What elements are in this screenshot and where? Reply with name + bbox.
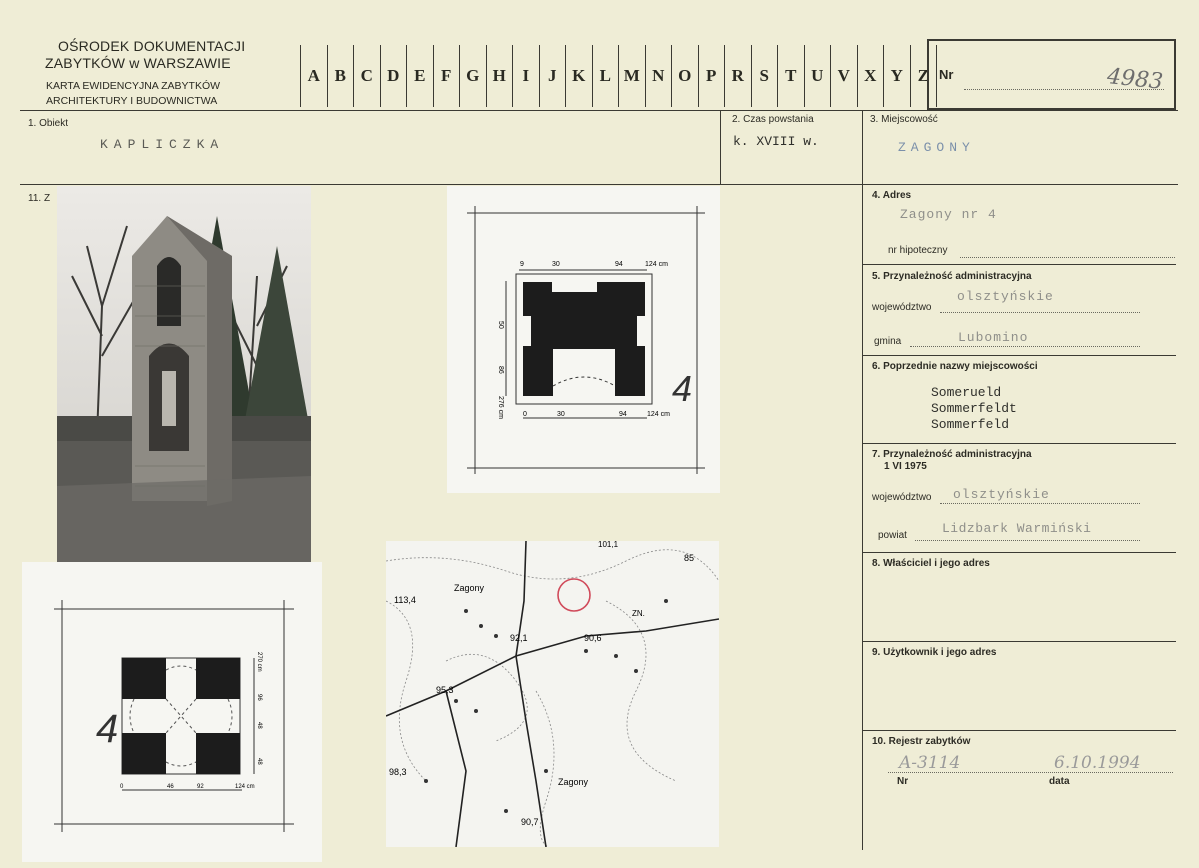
woj75-value: olsztyńskie (953, 487, 1050, 502)
plan2-tick: 124 cm (235, 784, 255, 790)
wlasciciel-label: 8. Właściciel i jego adres (872, 558, 990, 569)
gmina-value: Lubomino (958, 330, 1029, 345)
plan1-tick: 50 (497, 321, 504, 329)
przyn75-label-1: 7. Przynależność administracyjna (872, 449, 1032, 460)
map-svg (386, 541, 719, 847)
plan1-tick: 0 (523, 411, 527, 418)
woj-label: województwo (872, 302, 932, 313)
alphabet-letter: I (513, 45, 540, 107)
miejscowosc-value: ZAGONY (898, 140, 975, 155)
location-map (386, 541, 719, 847)
plan2-tick: 48 (256, 758, 262, 765)
powiat-line (915, 540, 1140, 541)
plan1-tick: 276 cm (497, 396, 504, 419)
nr-label: Nr (939, 67, 954, 82)
alphabet-letter: A (300, 45, 328, 107)
alphabet-letter: E (407, 45, 434, 107)
alphabet-letter: Z (911, 45, 938, 107)
obiekt-label: 1. Obiekt (28, 118, 69, 129)
chapel-shape (132, 216, 232, 506)
plan2-tick: 0 (120, 784, 124, 790)
nr-box (927, 39, 1176, 110)
plan1-tick: 30 (557, 411, 565, 418)
woj75-label: województwo (872, 492, 932, 503)
alphabet-letter: V (831, 45, 858, 107)
chapel-photo (57, 186, 311, 566)
alphabet-letter: R (725, 45, 752, 107)
powiat-value: Lidzbark Warmiński (942, 521, 1092, 536)
rule (862, 730, 1176, 731)
rejestr-nr-label: Nr (897, 776, 909, 787)
alphabet-letter: J (540, 45, 567, 107)
map-label: 90,7 (521, 817, 539, 827)
alphabet-letter: L (593, 45, 620, 107)
rejestr-nr-value: A-3114 (899, 753, 961, 773)
rule (20, 184, 1178, 185)
map-label: 95,3 (436, 685, 454, 695)
alphabet-letter: H (487, 45, 514, 107)
rule (862, 443, 1176, 444)
alphabet-letter: D (381, 45, 408, 107)
czas-label: 2. Czas powstania (732, 114, 814, 125)
powiat-label: powiat (878, 530, 907, 541)
plan2-tick: 48 (256, 722, 262, 729)
woj75-line (940, 503, 1140, 504)
alphabet-letter: F (434, 45, 461, 107)
adres-value: Zagony nr 4 (900, 207, 997, 222)
rule (720, 110, 721, 184)
plan2-tick: 46 (167, 784, 174, 790)
plan1-tick: 94 (615, 261, 623, 268)
card-type-line2: ARCHITEKTURY I BUDOWNICTWA (46, 95, 218, 107)
alphabet-letter: O (672, 45, 699, 107)
institution-line2: ZABYTKÓW w WARSZAWIE (45, 55, 231, 71)
plan-drawing-2 (22, 562, 322, 862)
section11-label: 11. Z (28, 193, 51, 204)
alphabet-letter: Y (884, 45, 911, 107)
alphabet-letter: U (805, 45, 832, 107)
adres-label: 4. Adres (872, 190, 912, 201)
woj-line (940, 312, 1140, 313)
institution-line1: OŚRODEK DOKUMENTACJI (58, 38, 246, 54)
plan-drawing-1 (447, 186, 720, 493)
hipoteczny-label: nr hipoteczny (888, 245, 948, 256)
rejestr-line (888, 772, 1173, 773)
alphabet-letter: M (619, 45, 646, 107)
plan-1-svg (447, 186, 720, 493)
plan2-tick: 270 cm (256, 652, 262, 672)
plan1-tick: 86 (497, 366, 504, 374)
plan2-digit: 4 (96, 707, 119, 751)
gmina-line (910, 346, 1140, 347)
card-type-line1: KARTA EWIDENCYJNA ZABYTKÓW (46, 80, 221, 92)
alphabet-letter: C (354, 45, 381, 107)
plan1-tick: 94 (619, 411, 627, 418)
poprz-values (931, 385, 1017, 433)
plan1-tick: 9 (520, 261, 524, 268)
plan1-tick: 124 cm (647, 411, 670, 418)
map-label: ZN. (632, 609, 645, 618)
plan1-tick: 124 cm (645, 261, 668, 268)
map-label: Zagony (558, 777, 589, 787)
przyn75-label-2: 1 VI 1975 (884, 461, 927, 472)
poprz-label: 6. Poprzednie nazwy miejscowości (872, 361, 1038, 372)
alphabet-index (300, 42, 937, 110)
gmina-label: gmina (874, 336, 902, 347)
map-label: 98,3 (389, 767, 407, 777)
czas-value: k. XVIII w. (733, 134, 819, 149)
map-label: Zagony (454, 583, 485, 593)
alphabet-letter: T (778, 45, 805, 107)
plan-2-svg (22, 562, 322, 862)
rejestr-data-label: data (1049, 776, 1070, 787)
map-label: 113,4 (394, 595, 416, 605)
woj-value: olsztyńskie (957, 289, 1054, 304)
plan2-tick: 92 (197, 784, 204, 790)
nr-value: 4983 (1105, 64, 1165, 95)
poprz-value-2: Sommerfeldt (931, 401, 1017, 416)
alphabet-letter: P (699, 45, 726, 107)
poprz-value-3: Sommerfeld (931, 417, 1010, 432)
rule (862, 552, 1176, 553)
miejscowosc-label: 3. Miejscowość (870, 114, 938, 125)
map-label: 92,1 (510, 633, 528, 643)
map-label: 101,1 (598, 541, 619, 549)
rule (862, 641, 1176, 642)
chapel-photo-image (57, 186, 311, 566)
hipoteczny-line (960, 257, 1175, 258)
rejestr-data-value: 6.10.1994 (1054, 753, 1141, 773)
rule (862, 355, 1176, 356)
map-label: 85 (684, 553, 695, 563)
alphabet-letter: B (328, 45, 355, 107)
map-label: 90,6 (584, 633, 602, 643)
rule (862, 110, 863, 850)
alphabet-letter: K (566, 45, 593, 107)
alphabet-letter: S (752, 45, 779, 107)
plan1-tick: 30 (552, 261, 560, 268)
rejestr-label: 10. Rejestr zabytków (872, 736, 971, 747)
alphabet-letter: N (646, 45, 673, 107)
alphabet-letter: G (460, 45, 487, 107)
rule (20, 110, 1178, 111)
plan1-digit: 4 (672, 368, 693, 409)
obiekt-value: KAPLICZKA (100, 137, 225, 152)
uzytkownik-label: 9. Użytkownik i jego adres (872, 647, 997, 658)
poprz-value-1: Somerueld (931, 385, 1002, 400)
plan2-tick: 96 (256, 694, 262, 701)
alphabet-letter: X (858, 45, 885, 107)
rule (862, 264, 1176, 265)
przyn-label: 5. Przynależność administracyjna (872, 271, 1032, 282)
